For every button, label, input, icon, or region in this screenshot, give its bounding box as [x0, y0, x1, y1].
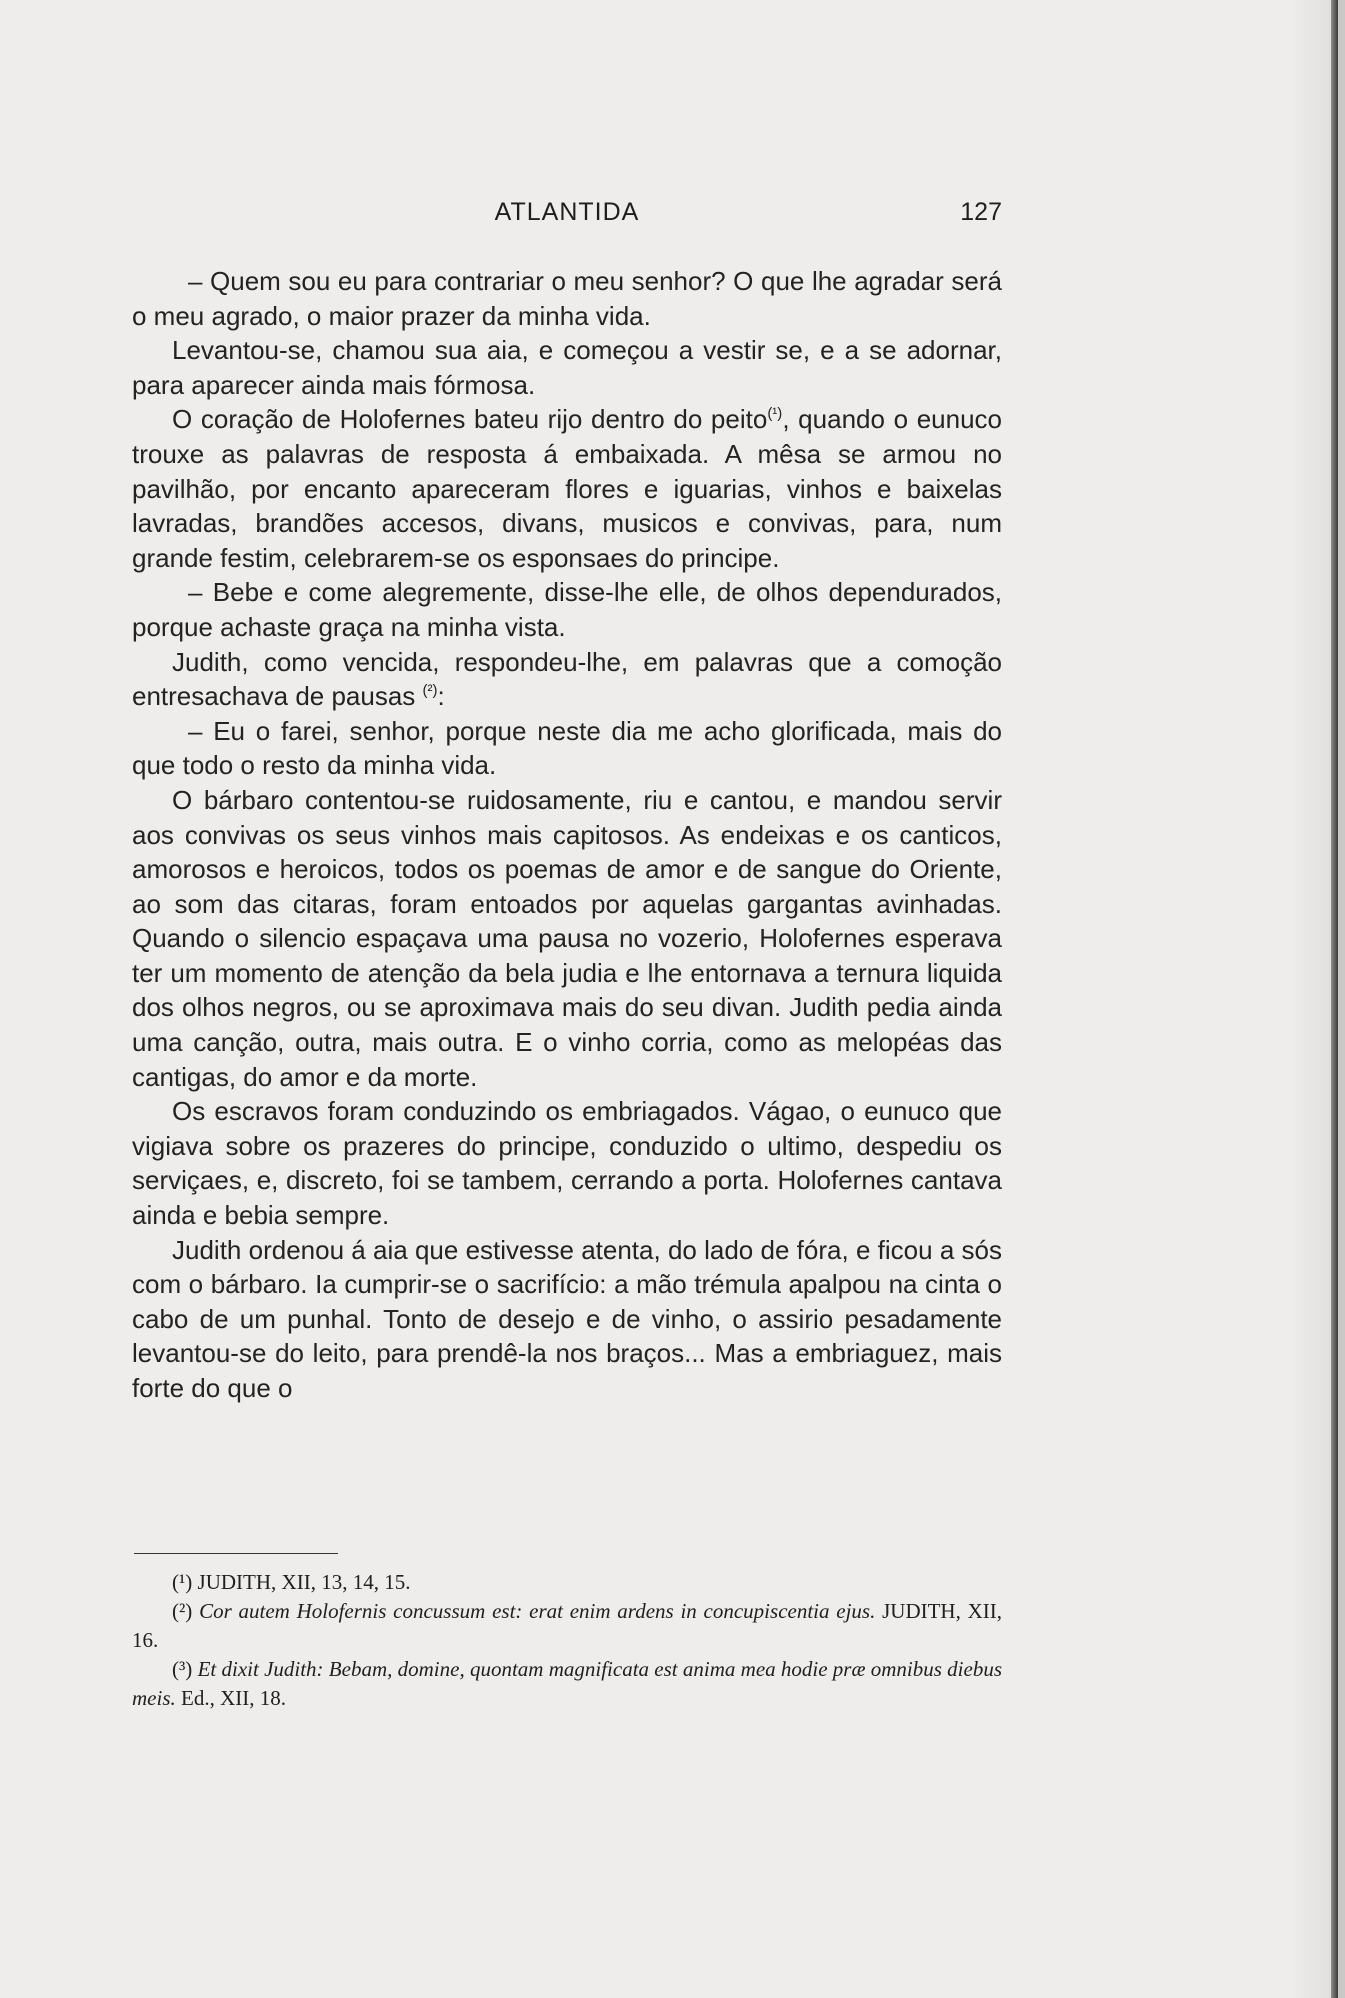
paragraph-text: , quando o eunuco trouxe as palavras de resposta á embaixada. A mêsa se armou no pavilhão, por encanto apareceram flores e iguarias, vinhos e baixelas lavradas, brandões accesos, divans, musicos e convivas, para, num grande festim, celebrarem-se os esponsaes do principe.	[132, 404, 1002, 573]
page-edge	[1331, 0, 1338, 1998]
paragraph: Levantou-se, chamou sua aia, e começou a vestir se, e a se adornar, para aparecer ainda mais fórmosa.	[132, 335, 1002, 400]
footnote-mark: (²)	[172, 1599, 193, 1623]
footnote	[132, 1655, 1002, 1713]
paragraph: – Quem sou eu para contrariar o meu senhor? O que lhe agradar será o meu agrado, o maior prazer da minha vida.	[132, 266, 1002, 331]
running-title: ATLANTIDA	[494, 198, 640, 226]
paragraph-text: Judith, como vencida, respondeu-lhe, em palavras que a comoção entresachava de pausas	[132, 646, 1002, 712]
footnote	[132, 1597, 1002, 1655]
paragraph: Os escravos foram conduzindo os embriagados. Vágao, o eunuco que vigiava sobre os prazeres do principe, conduzido o ultimo, despediu os serviçaes, e, discreto, foi se tambem, cerrando a porta. Holofernes cantava ainda e bebia sempre.	[132, 1096, 1002, 1231]
paragraph-text: :	[437, 681, 445, 712]
paragraph: – Bebe e come alegremente, disse-lhe elle, de olhos dependurados, porque achaste graça na minha vista.	[132, 577, 1002, 642]
footnote-reference: (²)	[422, 682, 438, 700]
footnotes	[132, 1568, 1002, 1713]
footnote-reference: (¹)	[767, 405, 783, 423]
footnote-citation: JUDITH, XII, 16.	[132, 1599, 1002, 1652]
footnote-citation: JUDITH, XII, 13, 14, 15.	[197, 1570, 411, 1594]
paragraph	[132, 402, 1002, 575]
paragraph	[132, 645, 1002, 714]
footnote-citation-latin: Cor autem Holofernis concussum est: erat enim ardens in concupiscentia ejus.	[199, 1599, 876, 1623]
paragraph: O bárbaro contentou-se ruidosamente, riu e cantou, e mandou servir aos convivas os seus vinhos mais capitosos. As endeixas e os canticos, amorosos e heroicos, todos os poemas de amor e de sangue do Oriente, ao som das citaras, foram entoados por aquelas gargantas avinhadas. Quando o silencio espaçava uma pausa no vozerio, Holofernes esperava ter um momento de atenção da bela judia e lhe entornava a ternura liquida dos olhos negros, ou se aproximava mais do seu divan. Judith pedia ainda uma canção, outra, mais outra. E o vinho corria, como as melopéas das cantigas, do amor e da morte.	[132, 784, 1002, 1092]
paragraph: Judith ordenou á aia que estivesse atenta, do lado de fóra, e ficou a sós com o bárbaro. Ia cumprir-se o sacrifício: a mão trémula apalpou na cinta o cabo de um punhal. Tonto de desejo e de vinho, o assirio pesadamente levantou-se do leito, para prendê-la nos braços... Mas a embriaguez, mais forte do que o	[132, 1234, 1002, 1403]
body-text	[132, 264, 1002, 1406]
footnote-mark: (¹)	[172, 1570, 193, 1594]
page-edge-shadow	[1291, 0, 1331, 1998]
page-number: 127	[960, 198, 1002, 226]
paragraph: – Eu o farei, senhor, porque neste dia me acho glorificada, mais do que todo o resto da minha vida.	[132, 715, 1002, 781]
footnote	[132, 1568, 1002, 1597]
paragraph-text: O coração de Holofernes bateu rijo dentro do peito	[172, 404, 768, 435]
footnote-rule	[134, 1553, 338, 1554]
footnote-citation-latin: Et dixit Judith: Bebam, domine, quontam magnificata est anima mea hodie præ omnibus diebus meis.	[132, 1657, 1003, 1710]
running-header	[132, 198, 1002, 234]
footnote-citation: Ed., XII, 18.	[175, 1686, 286, 1710]
footnote-mark: (³)	[172, 1657, 193, 1681]
